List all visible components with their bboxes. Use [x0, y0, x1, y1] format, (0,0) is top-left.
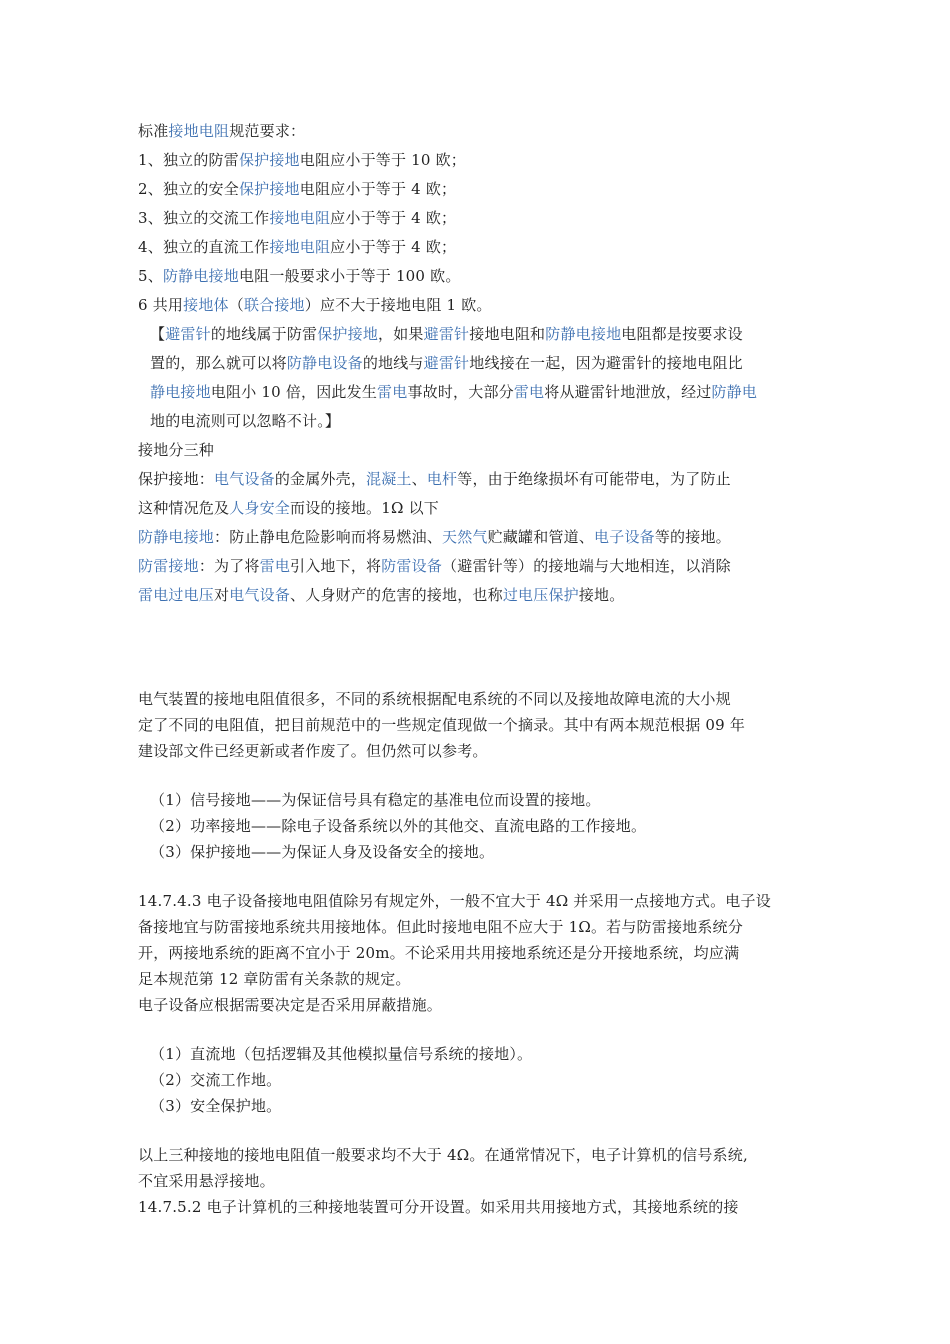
keyword-link[interactable]: 接地电阻	[269, 238, 331, 256]
keyword-link[interactable]: 电气设备	[214, 470, 275, 488]
intro-line: 电气装置的接地电阻值很多，不同的系统根据配电系统的不同以及接地故障电流的大小规	[138, 690, 731, 708]
text-line	[138, 436, 818, 465]
keyword-link[interactable]: 保护接地	[317, 325, 379, 343]
grounding-types	[138, 436, 818, 610]
text-segment: 事故时，大部分	[407, 383, 514, 401]
text-segment: 4、独立的直流工作	[138, 238, 270, 256]
text-segment: （	[228, 296, 244, 314]
text-segment: 保护接地：	[138, 470, 215, 488]
keyword-link[interactable]: 过电压保护	[502, 586, 579, 604]
keyword-link[interactable]: 防静电接地	[545, 325, 622, 343]
clause-line: 足本规范第 12 章防雷有关条款的规定。	[138, 970, 411, 988]
text-segment: ）应不大于接地电阻 1 欧。	[304, 296, 492, 314]
keyword-link[interactable]: 雷电过电压	[138, 586, 215, 604]
text-line	[138, 291, 818, 320]
keyword-link[interactable]: 电子设备	[594, 528, 655, 546]
text-segment: 等的接地。	[654, 528, 731, 546]
text-segment: 地线接在一起，因为避雷针的接地电阻比	[469, 354, 743, 372]
text-segment: 6 共用	[138, 296, 184, 314]
list-item: （3）保护接地——为保证人身及设备安全的接地。	[150, 843, 495, 861]
keyword-link[interactable]: 保护接地	[238, 180, 300, 198]
keyword-link[interactable]: 雷电	[259, 557, 291, 575]
text-segment: 1、独立的防雷	[138, 151, 239, 169]
text-segment: 【	[150, 325, 166, 343]
keyword-link[interactable]: 避雷针	[423, 354, 470, 372]
text-line	[138, 465, 818, 494]
keyword-link[interactable]: 电杆	[426, 470, 458, 488]
keyword-link[interactable]: 混凝土	[366, 470, 412, 488]
text-segment: 规范要求：	[229, 122, 306, 140]
outro-line: 以上三种接地的接地电阻值一般要求均不大于 4Ω。在通常情况下，电子计算机的信号系统,	[138, 1146, 748, 1164]
text-segment: 的金属外壳，	[274, 470, 367, 488]
text-segment: 地的电流则可以忽略不计。】	[150, 412, 341, 430]
text-segment: 接地。	[578, 586, 625, 604]
keyword-link[interactable]: 防静电接地	[162, 267, 239, 285]
text-segment: 5、	[138, 267, 163, 285]
text-segment: 接地分三种	[138, 441, 215, 459]
text-line	[138, 552, 818, 581]
list-item: （1）直流地（包括逻辑及其他模拟量信号系统的接地）。	[150, 1045, 533, 1063]
text-segment: 接地电阻和	[469, 325, 546, 343]
keyword-link[interactable]: 避雷针	[423, 325, 470, 343]
keyword-link[interactable]: 防雷接地	[138, 557, 199, 575]
keyword-link[interactable]: 防静电设备	[286, 354, 363, 372]
text-segment: 电阻一般要求小于等于 100 欧。	[238, 267, 461, 285]
text-line	[138, 175, 818, 204]
text-segment: 电阻小 10 倍，因此发生	[210, 383, 378, 401]
text-segment: 这种情况危及	[138, 499, 230, 517]
text-segment: 的地线属于防雷	[210, 325, 318, 343]
list-item: （2）功率接地——除电子设备系统以外的其他交、直流电路的工作接地。	[150, 817, 647, 835]
text-segment: 的地线与	[362, 354, 424, 372]
keyword-link[interactable]: 联合接地	[243, 296, 305, 314]
text-segment: ：为了将	[198, 557, 260, 575]
intro-line: 定了不同的电阻值，把目前规范中的一些规定值现做一个摘录。其中有两本规范根据 09 年	[138, 716, 746, 734]
text-segment: 电阻都是按要求设	[621, 325, 743, 343]
text-segment: 等，由于绝缘损坏有可能带电，为了防止	[457, 470, 731, 488]
keyword-link[interactable]: 防静电接地	[138, 528, 215, 546]
text-segment: ：防止静电危险影响而将易燃油、	[214, 528, 443, 546]
text-segment: 对	[214, 586, 230, 604]
text-segment: 置的，那么就可以将	[150, 354, 287, 372]
keyword-link[interactable]: 雷电	[513, 383, 545, 401]
text-segment: 电阻应小于等于 4 欧；	[299, 180, 457, 198]
lightning-rod-note	[138, 320, 818, 436]
text-line	[138, 523, 818, 552]
text-line	[138, 320, 818, 349]
text-line	[138, 262, 818, 291]
text-line	[138, 349, 818, 378]
text-segment: 应小于等于 4 欧；	[330, 209, 457, 227]
keyword-link[interactable]: 防雷设备	[381, 557, 443, 575]
grounding-standard-section	[138, 117, 818, 610]
keyword-link[interactable]: 避雷针	[165, 325, 211, 343]
text-segment: 标准	[138, 122, 169, 140]
keyword-link[interactable]: 天然气	[442, 528, 488, 546]
list-item: （2）交流工作地。	[150, 1071, 282, 1089]
text-segment: 引入地下，将	[290, 557, 382, 575]
list-item: （1）信号接地——为保证信号具有稳定的基准电位而设置的接地。	[150, 791, 601, 809]
keyword-link[interactable]: 人身安全	[229, 499, 291, 517]
regulation-excerpt-section	[138, 686, 818, 1220]
keyword-link[interactable]: 接地电阻	[168, 122, 230, 140]
clause-line: 备接地宜与防雷接地系统共用接地体。但此时接地电阻不应大于 1Ω。若与防雷接地系统分	[138, 918, 743, 936]
keyword-link[interactable]: 电气设备	[229, 586, 291, 604]
keyword-link[interactable]: 接地电阻	[269, 209, 331, 227]
text-segment: 而设的接地。1Ω 以下	[290, 499, 439, 517]
text-segment: 2、独立的安全	[138, 180, 239, 198]
text-line	[138, 378, 818, 407]
outro-line: 不宜采用悬浮接地。	[138, 1172, 275, 1190]
text-segment: 、人身财产的危害的接地，也称	[290, 586, 503, 604]
text-segment: 贮藏罐和管道、	[487, 528, 595, 546]
text-segment: 应小于等于 4 欧；	[330, 238, 457, 256]
text-line	[138, 494, 818, 523]
list-item: （3）安全保护地。	[150, 1097, 282, 1115]
text-line	[138, 204, 818, 233]
text-segment: （避雷针等）的接地端与大地相连，以消除	[442, 557, 731, 575]
outro-line: 14.7.5.2 电子计算机的三种接地装置可分开设置。如采用共用接地方式，其接地系统的接	[138, 1198, 739, 1216]
keyword-link[interactable]: 接地体	[183, 296, 229, 314]
text-segment: ，如果	[378, 325, 424, 343]
text-line	[138, 146, 818, 175]
clause-line: 14.7.4.3 电子设备接地电阻值除另有规定外，一般不宜大于 4Ω 并采用一点接地方式。电子设	[138, 892, 771, 910]
text-segment: 电阻应小于等于 10 欧；	[299, 151, 466, 169]
text-line	[138, 117, 818, 146]
keyword-link[interactable]: 雷电	[377, 383, 408, 401]
text-line	[138, 581, 818, 610]
text-segment: 、	[411, 470, 427, 488]
keyword-link[interactable]: 防静电	[711, 383, 758, 401]
standard-list	[138, 117, 818, 320]
text-segment: 将从避雷针地泄放，经过	[544, 383, 712, 401]
intro-line: 建设部文件已经更新或者作废了。但仍然可以参考。	[138, 742, 488, 760]
text-line	[138, 233, 818, 262]
clause-line: 开，两接地系统的距离不宜小于 20m。不论采用共用接地系统还是分开接地系统，均应满	[138, 944, 740, 962]
keyword-link[interactable]: 保护接地	[238, 151, 300, 169]
text-segment: 3、独立的交流工作	[138, 209, 270, 227]
clause-line: 电子设备应根据需要决定是否采用屏蔽措施。	[138, 996, 443, 1014]
text-line	[138, 407, 818, 436]
keyword-link[interactable]: 静电接地	[150, 383, 211, 401]
